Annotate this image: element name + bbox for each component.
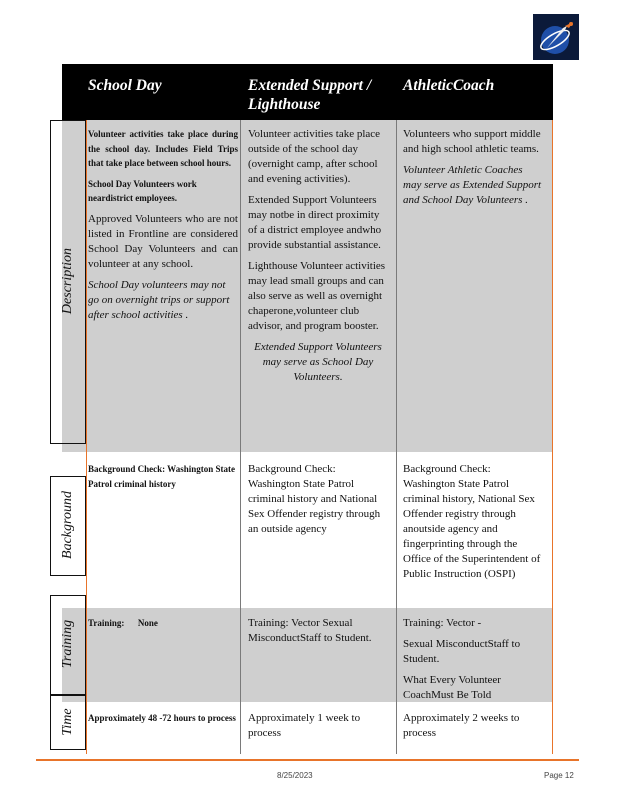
time-school-day-text: Approximately 48 -72 hours to process bbox=[88, 713, 236, 723]
description-school-day-p3: Approved Volunteers who are not listed in Frontline are considered School Day Volunteers and can volunteer at any school. bbox=[88, 212, 238, 270]
description-athletic-p2: Volunteer Athletic Coaches may serve as Extended Support and School Day Volunteers . bbox=[403, 164, 542, 206]
description-athletic-p1: Volunteers who support middle and high school athletic teams. bbox=[403, 128, 541, 155]
background-extended-text: Background Check: Washington State Patrol criminal history and National Sex Offender registry through an outside agency bbox=[248, 463, 381, 535]
description-school-day-p4: School Day volunteers may not go on overnight trips or support after school activities . bbox=[88, 278, 230, 321]
table-right-border bbox=[552, 120, 553, 754]
column-divider-1 bbox=[240, 120, 241, 754]
column-divider-2 bbox=[396, 120, 397, 754]
time-athletic-text: Approximately 2 weeks to process bbox=[403, 712, 520, 739]
training-extended-text: Training: Vector Sexual MisconductStaff to Student. bbox=[248, 617, 372, 644]
background-athletic-text: Background Check: Washington State Patrol criminal history, National Sex Offender registry through anoutside agency and fingerprinting through the Office of the Superintendent of Public Instruction (OSPI) bbox=[403, 463, 541, 580]
row-label-training: Training bbox=[60, 619, 75, 669]
header-school-day: School Day bbox=[88, 77, 162, 94]
training-athletic-p1: Training: Vector - bbox=[403, 617, 482, 629]
time-extended-support bbox=[248, 711, 388, 747]
description-school-day-p1: Volunteer activities take place during the school day. Includes Field Trips that take place between school hours. bbox=[88, 129, 238, 168]
description-extended-p4: Extended Support Volunteers may serve as School Day Volunteers. bbox=[254, 341, 382, 383]
row-label-description: Description bbox=[60, 247, 75, 315]
row-label-box-background bbox=[50, 476, 86, 576]
volunteer-types-table bbox=[62, 64, 553, 754]
header-athletic-coach: AthleticCoach bbox=[403, 77, 495, 94]
description-athletic-coach bbox=[403, 127, 543, 214]
background-school-day-text: Background Check: Washington State Patrol criminal history bbox=[88, 464, 235, 489]
description-extended-p2: Extended Support Volunteers may notbe in direct proximity of a district employee andwho provide substantial assistance. bbox=[248, 194, 382, 251]
row-label-time: Time bbox=[60, 708, 75, 736]
time-extended-text: Approximately 1 week to process bbox=[248, 712, 361, 739]
table-header-row bbox=[62, 64, 553, 120]
background-extended-support bbox=[248, 462, 388, 543]
description-extended-p3: Lighthouse Volunteer activities may lead small groups and can also serve as well as overnight chaperone,volunteer club advisor, and program booster. bbox=[248, 260, 386, 332]
time-school-day bbox=[88, 711, 238, 732]
background-school-day bbox=[88, 462, 238, 497]
footer-date: 8/25/2023 bbox=[277, 771, 313, 780]
description-school-day bbox=[88, 127, 238, 329]
time-athletic-coach bbox=[403, 711, 543, 747]
description-extended-p1: Volunteer activities take place outside of the school day (overnight camp, after school and evening activities). bbox=[248, 128, 381, 185]
footer-page-number: Page 12 bbox=[544, 771, 574, 780]
row-label-divider bbox=[86, 120, 87, 754]
description-extended-support bbox=[248, 127, 388, 391]
row-label-box-time bbox=[50, 695, 86, 750]
training-school-day-text: Training: None bbox=[88, 618, 158, 628]
background-athletic-coach bbox=[403, 462, 543, 588]
training-athletic-p3: What Every Volunteer CoachMust Be Told bbox=[403, 674, 501, 701]
header-extended-support: Extended Support / Lighthouse bbox=[248, 77, 372, 113]
training-athletic-coach bbox=[403, 616, 543, 709]
row-label-background: Background bbox=[60, 491, 75, 559]
footer-rule bbox=[36, 759, 579, 761]
description-school-day-p2: School Day Volunteers work neardistrict employees. bbox=[88, 178, 197, 203]
training-athletic-p2: Sexual MisconductStaff to Student. bbox=[403, 638, 521, 665]
training-extended-support bbox=[248, 616, 388, 652]
rocket-globe-logo-icon bbox=[533, 14, 579, 60]
training-school-day bbox=[88, 616, 238, 637]
row-label-box-description bbox=[50, 120, 86, 444]
